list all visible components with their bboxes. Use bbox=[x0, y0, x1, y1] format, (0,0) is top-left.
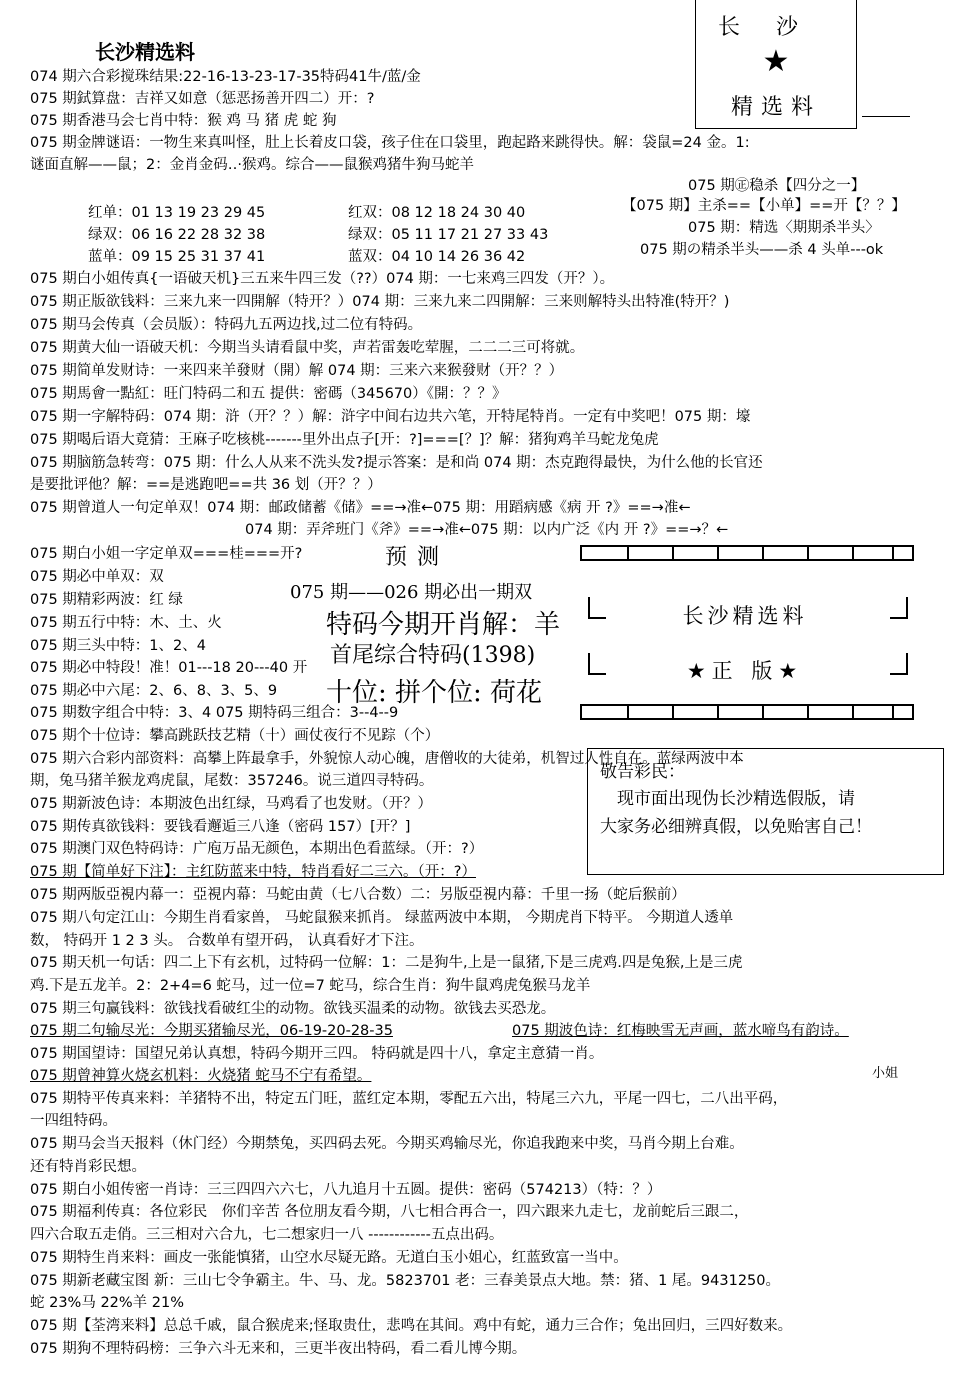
text-line: 075 期马会传真（会员版）：特码九五两边找,过二位有特码。 bbox=[30, 317, 423, 333]
text-line: 075 期香港马会七肖中特：猴 鸡 马 猪 虎 蛇 狗 bbox=[30, 113, 337, 129]
text-line: 075 期福利传真：各位彩民 你们辛苦 各位朋友看今期，八七相合再合一，四六跟来九走七，龙前蛇后三跟二， bbox=[30, 1204, 749, 1220]
text-line: 075 期白小姐一字定单双===桂===开? bbox=[30, 546, 303, 562]
text-line: 074 期六合彩搅珠结果:22-16-13-23-17-35特码41牛/蓝/金 bbox=[30, 69, 421, 85]
text-line: 075 期鉽算盘：吉祥又如意（惩恶扬善开四二）开：? bbox=[30, 91, 375, 107]
text-line: 075 期必中单双：双 bbox=[30, 569, 164, 585]
text-line: 075 期天机一句话：四二上下有玄机，过特码一位解：1：二是狗牛,上是一鼠猪,下是三虎鸡.四是兔猴,上是三虎 bbox=[30, 955, 743, 971]
warning-line: 大家务必细辨真假，以免贻害自己！ bbox=[600, 817, 872, 837]
text-line: 075 期新老藏宝图 新：三山七令争霸主。牛、马、龙。5823701 老：三春美景点大地。禁：猪、1 尾。9431250。 bbox=[30, 1273, 780, 1289]
color-nums: 01 13 19 23 29 45 bbox=[131, 205, 266, 221]
text-line: 075 期马会当天报料（休门经）今期禁兔，买四码去死。今期买鸡输尽光，你追我跑来中奖，马肖今期上台难。 bbox=[30, 1136, 744, 1152]
text-line: 075 期简单发财诗：一来四来羊發财（開）解 074 期：三来六来猴發财（开？？） bbox=[30, 363, 564, 379]
color-label: 红双： bbox=[348, 205, 392, 221]
text-line: 075 期曾神算火烧玄机料：火烧猪 蛇马不宁有希望。 bbox=[30, 1068, 372, 1084]
right-note: 075 期：精选〈期期杀半头〉 bbox=[688, 220, 880, 236]
text-line: 075 期金牌谜语：一物生来真叫怪，肚上长着皮口袋，孩子住在口袋里，跑起路来跳得快。解：袋鼠=24 金。1: bbox=[30, 135, 750, 151]
text-line: 075 期五行中特：木、土、火 bbox=[30, 615, 222, 631]
text-line: 075 期特生肖来料：画皮一张能慎猪，山空水尽疑无路。无道白玉小姐心，红蓝致富一当中。 bbox=[30, 1250, 628, 1266]
text-line: 075 期必中特段！准！01---18 20---40 开 bbox=[30, 660, 308, 676]
warning-line: 现市面出现伪长沙精选假版，请 bbox=[600, 789, 855, 809]
text-line: 075 期曾道人一句定单双！074 期：邮政储蓄《储》==→准←075 期：用蹈病感《病 开 ?》==→准← bbox=[30, 500, 691, 516]
star-icon: ★ bbox=[762, 44, 790, 79]
color-nums: 06 16 22 28 32 38 bbox=[131, 227, 266, 243]
text-line: 075 期特平传真来料：羊猪特不出，特定五门旺，蓝红定本期，零配五六出，特尾三六九，平尾一四七，二八出平码， bbox=[30, 1091, 788, 1107]
text-line: 074 期：弄斧班门《斧》==→准←075 期：以内广泛《内 开 ?》==→？← bbox=[245, 522, 729, 538]
color-nums: 08 12 18 24 30 40 bbox=[391, 205, 526, 221]
color-label: 蓝单： bbox=[88, 249, 132, 265]
box-border bbox=[580, 704, 914, 720]
color-group bbox=[348, 202, 525, 224]
text-line: 四六合取五走俏。三三相对六合九，七二想家归一八 ------------五点出码。 bbox=[30, 1227, 504, 1243]
color-group bbox=[88, 202, 265, 224]
brand-line-3: 精选料 bbox=[730, 95, 821, 120]
text-line: 075 期二句输尽光：今期买猪输尽光，06-19-20-28-35 bbox=[30, 1023, 393, 1039]
prediction-big: 首尾综合特码(1398) bbox=[330, 643, 536, 668]
text-line: 075 期六合彩内部资料：高攀上阵最拿手，外貌惊人动心魄，唐僧收的大徒弟，机智过人性自在。蓝绿两波中本 bbox=[30, 751, 744, 767]
text-line: 075 期喝后语大竟猜：王麻子吃核桃-------里外出点子[开：?]===[？]？解：猪狗鸡羊马蛇龙兔虎 bbox=[30, 432, 659, 448]
brand-box bbox=[695, 0, 857, 129]
brand-line-1: 长沙 bbox=[717, 15, 834, 40]
warning-box bbox=[587, 748, 944, 875]
text-line: 075 期数字组合中特：3、4 075 期特码三组合：3--4--9 bbox=[30, 705, 399, 721]
text-line: 075 期三头中特：1、2、4 bbox=[30, 638, 206, 654]
color-group bbox=[88, 246, 265, 268]
text-line: 是要批评他？解：==是逃跑吧==共 36 划（开？？） bbox=[30, 477, 382, 493]
prediction-title: 预测 bbox=[385, 545, 450, 570]
right-note: 075 期㊣稳杀【四分之一】 bbox=[688, 178, 866, 194]
text-line: 075 期三句赢钱料：欲钱找看破红尘的动物。欲钱买温柔的动物。欲钱去买恐龙。 bbox=[30, 1001, 556, 1017]
edition-box bbox=[580, 545, 910, 720]
color-label: 蓝双： bbox=[348, 249, 392, 265]
small-note: 小姐 bbox=[872, 1066, 899, 1081]
text-line: 075 期馬會一點紅：旺门特码二和五 提供：密碼（345670）《開：？？》 bbox=[30, 386, 507, 402]
text-line: 还有特肖彩民想。 bbox=[30, 1159, 146, 1175]
text-line: 075 期新波色诗：本期波色出红绿，马鸡看了也发财。（开？） bbox=[30, 796, 433, 812]
text-line: 一四组特码。 bbox=[30, 1113, 117, 1129]
text-line: 075 期一字解特码：074 期：浒（开？？）解：浒字中间右边共六笔，开特尾特肖。一定有中奖吧！075 期：壕 bbox=[30, 409, 751, 425]
text-line: 鸡.下是五龙羊。2：2+4=6 蛇马，过一位=7 蛇马，综合生肖：狗牛鼠鸡虎兔猴马龙羊 bbox=[30, 978, 591, 994]
color-label: 绿双： bbox=[88, 227, 132, 243]
text-line: 075 期精彩两波：红 绿 bbox=[30, 592, 183, 608]
text-line: 075 期正版欲钱料：三来九来一四開解（特开？）074 期：三来九来二四開解：三来则解特头出特准(特开？) bbox=[30, 294, 730, 310]
color-nums: 09 15 25 31 37 41 bbox=[131, 249, 266, 265]
text-line: 数， 特码开 1 2 3 头。 合数单有望开码， 认真看好才下注。 bbox=[30, 933, 424, 949]
text-line: 期，兔马猪羊猴龙鸡虎鼠，尾数：357246。说三道四寻特码。 bbox=[30, 773, 434, 789]
text-line: 075 期两版亞視内幕一：亞視内幕：马蛇由黄（七八合数）二：另版亞視内幕：千里一扬（蛇后猴前） bbox=[30, 887, 686, 903]
warning-body bbox=[600, 785, 872, 841]
text-line: 075 期【简单好下注】：主红防蓝来中特，特肖看好二三六。（开：?） bbox=[30, 864, 476, 880]
box-border bbox=[580, 545, 914, 561]
right-note: 【075 期】主杀==【小单】==开【？？】 bbox=[622, 198, 906, 214]
text-line: 075 期澳门双色特码诗：广庖万品无颜色，本期出色看蓝绿。（开：?） bbox=[30, 841, 484, 857]
text-line: 075 期狗不理特码榜：三争六斗无来和，三更半夜出特码，看二看儿博今期。 bbox=[30, 1341, 527, 1357]
text-line: 蛇 23%马 22%羊 21% bbox=[30, 1295, 185, 1311]
prediction-line: 075 期——026 期必出一期双 bbox=[290, 582, 533, 603]
color-nums: 04 10 14 26 36 42 bbox=[391, 249, 526, 265]
color-nums: 05 11 17 21 27 33 43 bbox=[391, 227, 549, 243]
divider bbox=[862, 116, 910, 117]
text-line: 075 期白小姐传密一肖诗：三三四四六六七，八九追月十五圆。提供：密码（574213）（特：？） bbox=[30, 1182, 662, 1198]
color-group bbox=[348, 246, 525, 268]
text-line: 075 期脑筋急转弯：075 期：什么人从来不洗头发?提示答案：是和尚 074 期：杰克跑得最快，为什么他的长官还 bbox=[30, 455, 763, 471]
warning-title: 敬告彩民： bbox=[600, 762, 685, 782]
prediction-big: 十位: 拼个位: 荷花 bbox=[326, 678, 543, 708]
text-line: 075 期八句定江山：今期生肖看家兽， 马蛇鼠猴来抓肖。 绿蓝两波中本期， 今期虎肖下特平。 今期道人透单 bbox=[30, 910, 734, 926]
page-title: 长沙精选料 bbox=[95, 40, 195, 64]
text-line: 075 期必中六尾：2、6、8、3、5、9 bbox=[30, 683, 278, 699]
text-line: 075 期国望诗：国望兄弟认真想，特码今期开三四。 特码就是四十八，拿定主意猜一肖。 bbox=[30, 1046, 604, 1062]
text-line: 谜面直解——鼠；2：金肖金码‥·猴鸡。综合——鼠猴鸡猪牛狗马蛇羊 bbox=[30, 157, 475, 173]
text-line: 075 期【荃湾来料】总总千戚，鼠合猴虎来;怪取贵仕，悲鸣在其间。鸡中有蛇，通力三合作；兔出回归，三四好数来。 bbox=[30, 1318, 793, 1334]
color-group bbox=[88, 224, 265, 246]
color-label: 绿双： bbox=[348, 227, 392, 243]
text-line: 075 期个十位诗：攀高跳跃技艺精（十）画仗夜行不见踪（个） bbox=[30, 728, 440, 744]
color-label: 红单： bbox=[88, 205, 132, 221]
text-line: 075 期白小姐传真{一语破天机}三五来牛四三发（??）074 期：一七来鸡三四发（开？）。 bbox=[30, 271, 615, 287]
text-line: 075 期波色诗：红梅映雪无声画，蓝水啼鸟有韵诗。 bbox=[512, 1023, 849, 1039]
color-group bbox=[348, 224, 548, 246]
edition-title: 长沙精选料 bbox=[682, 604, 808, 628]
text-line: 075 期黄大仙一语破天机：今期当头请看鼠中奖，声若雷轰吃荤腥，二二二三可将就。 bbox=[30, 340, 585, 356]
text-line: 075 期传真欲钱料：要钱看邂逅三八逢（密码 157）[开？] bbox=[30, 819, 411, 835]
edition-sub: ★正 版★ bbox=[686, 659, 804, 683]
prediction-big: 特码今期开肖解：羊 bbox=[326, 610, 561, 640]
right-note: 075 期の精杀半头——杀 4 头单---ok bbox=[640, 242, 884, 258]
